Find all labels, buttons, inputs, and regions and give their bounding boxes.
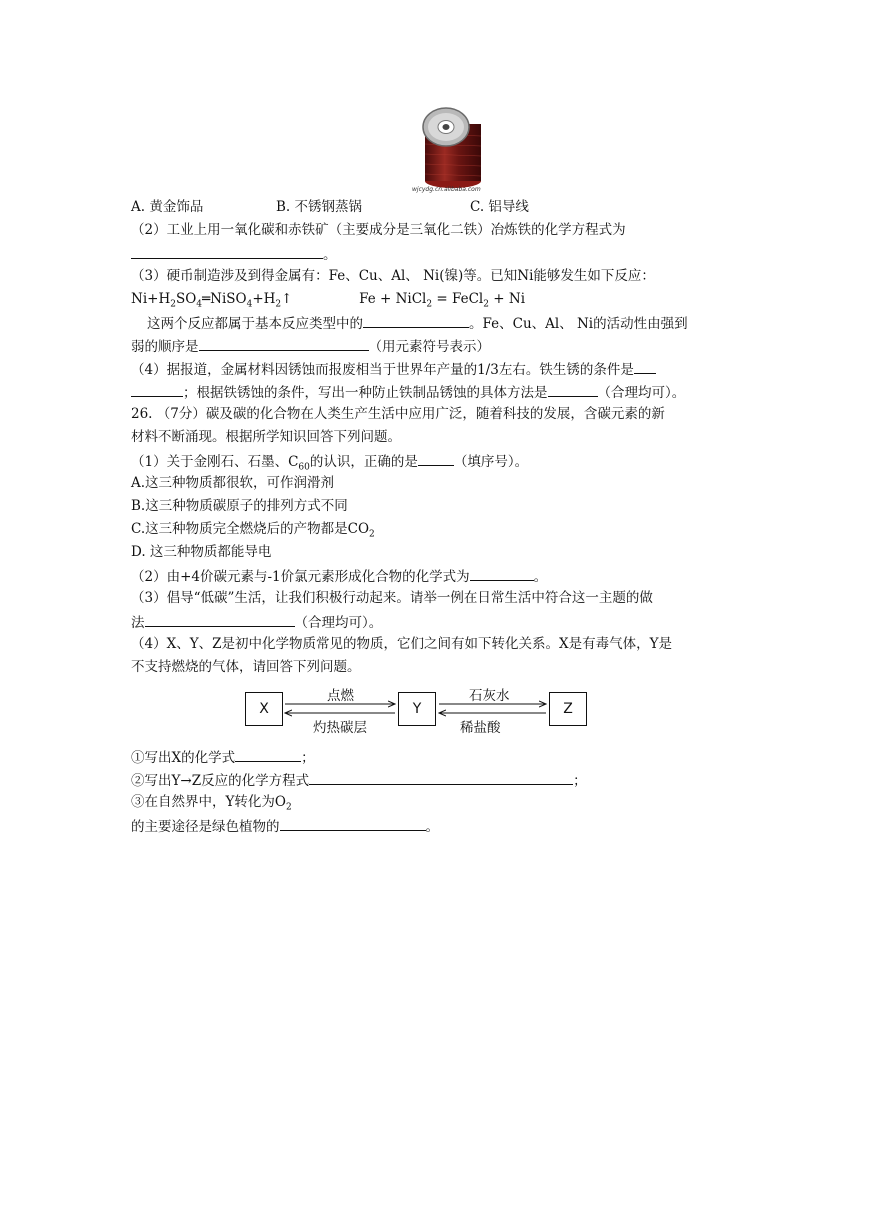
conversion-diagram <box>240 682 600 736</box>
q26-sub1: ①写出X的化学式 ； <box>131 747 315 767</box>
q-prev-part2-question: （2）工业上用一氧化碳和赤铁矿（主要成分是三氧化二铁）冶炼铁的化学方程式为 <box>131 222 626 238</box>
q26-part2-question: （2）由+4价碳元素与-1价氯元素形成化合物的化学式为 。 <box>131 566 547 586</box>
label-xy-bottom: 灼热碳层 <box>313 720 367 736</box>
q26-sub3-line1: ③在自然界中，Y转化为$O_2$ <box>131 794 292 813</box>
answer-blank[interactable] <box>470 566 534 581</box>
answer-blank[interactable] <box>145 612 295 627</box>
node-y: Y <box>398 692 436 726</box>
q-prev-part3-intro: （3）硬币制造涉及到得金属有：Fe、Cu、Al、 Ni(镍)等。已知Ni能够发生如下反应： <box>131 268 655 284</box>
q26-part1-question: （1）关于金刚石、石墨、$C_{60}$的认识，正确的是 （填序号）。 <box>131 451 528 471</box>
q26-sub2: ②写出Y→Z反应的化学方程式 ； <box>131 770 587 790</box>
q-prev-part3-equations: $Ni+H_2SO_4═NiSO_4+H_2↑$ Fe + NiCl$_2$ = FeCl$_2$ + Ni <box>131 291 526 310</box>
image-caption: wjcydg.cn.alibaba.com <box>412 186 481 193</box>
q26-option-b: B.这三种物质碳原子的排列方式不同 <box>131 498 348 514</box>
q26-part3-line2: 法 （合理均可）。 <box>131 612 382 632</box>
answer-blank[interactable] <box>199 336 369 351</box>
q26-part4-line2: 不支持燃烧的气体，请回答下列问题。 <box>131 659 361 675</box>
label-xy-top: 点燃 <box>327 688 354 704</box>
q26-option-a: A.这三种物质都很软，可作润滑剂 <box>131 475 335 491</box>
label-yz-bottom: 稀盐酸 <box>460 720 501 736</box>
copper-wire-spool-image <box>406 100 498 196</box>
q26-intro-line2: 材料不断涌现。根据所学知识回答下列问题。 <box>131 429 401 445</box>
answer-blank[interactable] <box>131 382 183 397</box>
q26-part3-line1: （3）倡导“低碳”生活，让我们积极行动起来。请举一例在日常生活中符合这一主题的做 <box>131 590 653 606</box>
q-prev-part4-line2: ；根据铁锈蚀的条件，写出一种防止铁制品锈蚀的具体方法是 （合理均可）。 <box>131 382 685 402</box>
q26-intro-line1: 26. （7分）碳及碳的化合物在人类生产生活中应用广泛，随着科技的发展，含碳元素的新 <box>131 406 665 422</box>
node-x: X <box>245 692 283 726</box>
q-prev-part3-line4: 弱的顺序是 （用元素符号表示） <box>131 336 490 356</box>
answer-blank[interactable] <box>363 313 469 328</box>
answer-blank[interactable] <box>309 770 573 785</box>
q-prev-option-a: A. 黄金饰品 <box>131 199 204 215</box>
q-prev-option-c: C. 铝导线 <box>470 199 529 215</box>
q-prev-option-b: B. 不锈钢蒸锅 <box>276 199 363 215</box>
q-prev-part3-line3: 这两个反应都属于基本反应类型中的 。Fe、Cu、Al、 Ni的活动性由强到 <box>147 313 688 333</box>
answer-blank[interactable] <box>634 359 656 374</box>
answer-blank[interactable] <box>131 244 323 259</box>
q26-option-d: D. 这三种物质都能导电 <box>131 544 272 560</box>
answer-blank[interactable] <box>235 747 301 762</box>
q26-sub3-line2: 的主要途径是绿色植物的 。 <box>131 816 439 836</box>
answer-blank[interactable] <box>280 816 426 831</box>
node-z: Z <box>549 692 587 726</box>
q-prev-part2-answer-line: 。 <box>131 244 337 264</box>
label-yz-top: 石灰水 <box>469 688 510 704</box>
answer-blank[interactable] <box>548 382 598 397</box>
q26-option-c: C.这三种物质完全燃烧后的产物都是$CO_2$ <box>131 521 375 540</box>
q-prev-part4-line1: （4）据报道，金属材料因锈蚀而报废相当于世界年产量的1/3左右。铁生锈的条件是 <box>131 359 656 379</box>
q26-part4-line1: （4）X、Y、Z是初中化学物质常见的物质，它们之间有如下转化关系。X是有毒气体，Y是 <box>131 636 673 652</box>
answer-blank[interactable] <box>418 451 454 466</box>
